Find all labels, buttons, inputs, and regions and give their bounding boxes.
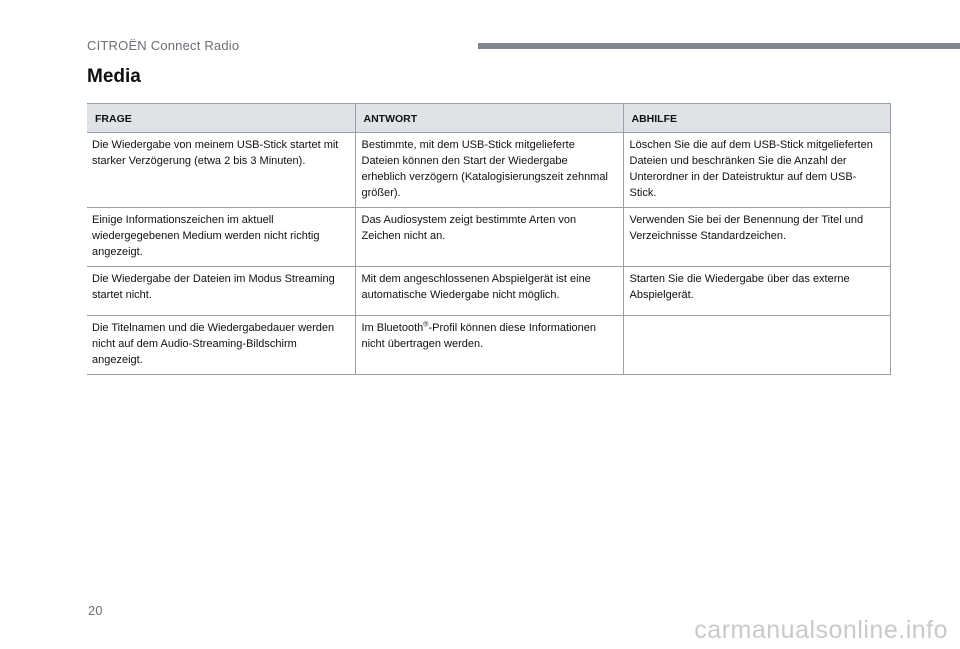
cell-abhilfe: Starten Sie die Wiedergabe über das externe Abspielgerät. <box>623 267 890 316</box>
cell-frage: Einige Informationszeichen im aktuell wiedergegebenen Medium werden nicht richtig angezeigt. <box>87 208 355 267</box>
media-troubleshooting-table <box>87 103 891 375</box>
column-header-frage: FRAGE <box>87 104 355 133</box>
table-row <box>87 208 890 267</box>
header-title: CITROËN Connect Radio <box>87 38 240 53</box>
cell-abhilfe <box>623 316 890 375</box>
page-number: 20 <box>88 603 103 618</box>
registered-mark: ® <box>423 321 429 329</box>
cell-antwort <box>355 316 623 375</box>
cell-antwort: Mit dem angeschlossenen Abspielgerät ist eine automatische Wiedergabe nicht möglich. <box>355 267 623 316</box>
table-header-row <box>87 104 890 133</box>
header-bar <box>478 43 960 49</box>
cell-frage: Die Wiedergabe von meinem USB-Stick startet mit starker Verzögerung (etwa 2 bis 3 Minuten). <box>87 133 355 208</box>
cell-frage: Die Wiedergabe der Dateien im Modus Streaming startet nicht. <box>87 267 355 316</box>
cell-abhilfe: Löschen Sie die auf dem USB-Stick mitgelieferten Dateien und beschränken Sie die Anzahl der Unterordner in der Dateistruktur auf dem USB-Stick. <box>623 133 890 208</box>
column-header-abhilfe: ABHILFE <box>623 104 890 133</box>
section-title: Media <box>87 66 141 87</box>
cell-abhilfe: Verwenden Sie bei der Benennung der Titel und Verzeichnisse Standardzeichen. <box>623 208 890 267</box>
table-row <box>87 267 890 316</box>
cell-antwort: Bestimmte, mit dem USB-Stick mitgelieferte Dateien können den Start der Wiedergabe erheblich verzögern (Katalogisierungszeit zehnmal größer). <box>355 133 623 208</box>
table-row <box>87 133 890 208</box>
cell-frage: Die Titelnamen und die Wiedergabedauer werden nicht auf dem Audio-Streaming-Bildschirm angezeigt. <box>87 316 355 375</box>
cell-antwort: Das Audiosystem zeigt bestimmte Arten von Zeichen nicht an. <box>355 208 623 267</box>
table-row <box>87 316 890 375</box>
cell-antwort-text-end: -Profil können diese Informationen nicht übertragen werden. <box>361 322 596 350</box>
column-header-antwort: ANTWORT <box>355 104 623 133</box>
watermark: carmanualsonline.info <box>694 616 948 644</box>
cell-antwort-text-start: Im Bluetooth <box>361 322 424 334</box>
